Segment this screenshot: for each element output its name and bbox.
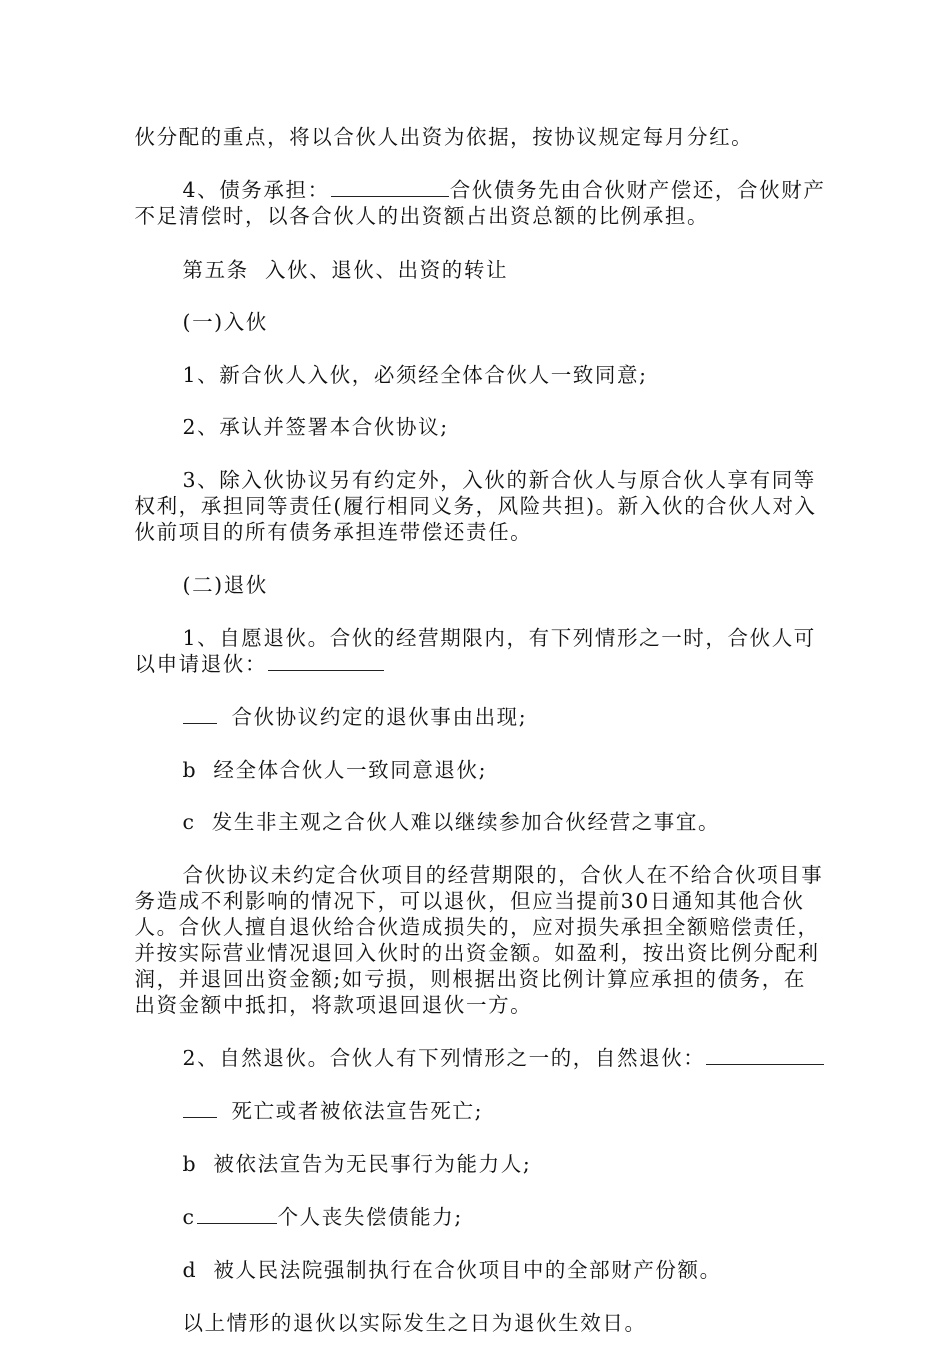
text-line: 出资金额中抵扣，将款项退回退伙一方。 bbox=[134, 993, 533, 1017]
text-line: (二)退伙 bbox=[182, 573, 268, 597]
text-line: 润，并退回出资金额;如亏损，则根据出资比例计算应承担的债务，在 bbox=[134, 967, 806, 991]
text-line: 伙分配的重点，将以合伙人出资为依据，按协议规定每月分红。 bbox=[134, 125, 754, 149]
text-line: 不足清偿时，以各合伙人的出资额占出资总额的比例承担。 bbox=[134, 204, 710, 228]
text-line: 1、新合伙人入伙，必须经全体合伙人一致同意; bbox=[182, 363, 648, 387]
blank-line bbox=[183, 1099, 217, 1118]
text-line: 个人丧失偿债能力; bbox=[277, 1205, 463, 1229]
text-line: 3、除入伙协议另有约定外，入伙的新合伙人与原合伙人享有同等 bbox=[182, 468, 816, 492]
text-line: b 经全体合伙人一致同意退伙; bbox=[182, 758, 488, 782]
text-line: 权利，承担同等责任(履行相同义务，风险共担)。新入伙的合伙人对入 bbox=[134, 494, 817, 518]
text-line: 4、债务承担： bbox=[182, 178, 330, 202]
text-line: 合伙协议未约定合伙项目的经营期限的，合伙人在不给合伙项目事 bbox=[182, 863, 824, 887]
blank-line bbox=[197, 1205, 277, 1224]
text-line: 死亡或者被依法宣告死亡; bbox=[231, 1099, 484, 1123]
text-line: 伙前项目的所有债务承担连带偿还责任。 bbox=[134, 520, 533, 544]
text-line: b 被依法宣告为无民事行为能力人; bbox=[182, 1152, 532, 1176]
text-line: 2、承认并签署本合伙协议; bbox=[182, 415, 449, 439]
blank-line bbox=[706, 1046, 824, 1065]
text-line: 以上情形的退伙以实际发生之日为退伙生效日。 bbox=[182, 1311, 647, 1335]
text-line: 2、自然退伙。合伙人有下列情形之一的，自然退伙： bbox=[182, 1046, 706, 1070]
text-line: c 发生非主观之合伙人难以继续参加合伙经营之事宜。 bbox=[182, 810, 721, 834]
text-line: 务造成不利影响的情况下，可以退伙，但应当提前30日通知其他合伙 bbox=[134, 889, 805, 913]
text-line: 并按实际营业情况退回入伙时的出资金额。如盈利，按出资比例分配利 bbox=[134, 941, 820, 965]
text-line: 1、自愿退伙。合伙的经营期限内，有下列情形之一时，合伙人可 bbox=[182, 626, 816, 650]
text-line: 以申请退伙： bbox=[134, 652, 268, 676]
blank-line bbox=[268, 652, 384, 671]
paragraph-effective-date bbox=[150, 1284, 647, 1362]
text-line: (一)入伙 bbox=[182, 310, 268, 334]
text-line: 人。合伙人擅自退伙给合伙造成损失的，应对损失承担全额赔偿责任， bbox=[134, 915, 820, 939]
text-line: d 被人民法院强制执行在合伙项目中的全部财产份额。 bbox=[182, 1258, 722, 1282]
text-line: 合伙协议约定的退伙事由出现; bbox=[231, 705, 528, 729]
text-line: c bbox=[182, 1205, 196, 1229]
text-line: 合伙债务先由合伙财产偿还，合伙财产 bbox=[449, 178, 826, 202]
blank-line bbox=[183, 705, 217, 724]
text-line: 第五条 入伙、退伙、出资的转让 bbox=[182, 258, 509, 282]
